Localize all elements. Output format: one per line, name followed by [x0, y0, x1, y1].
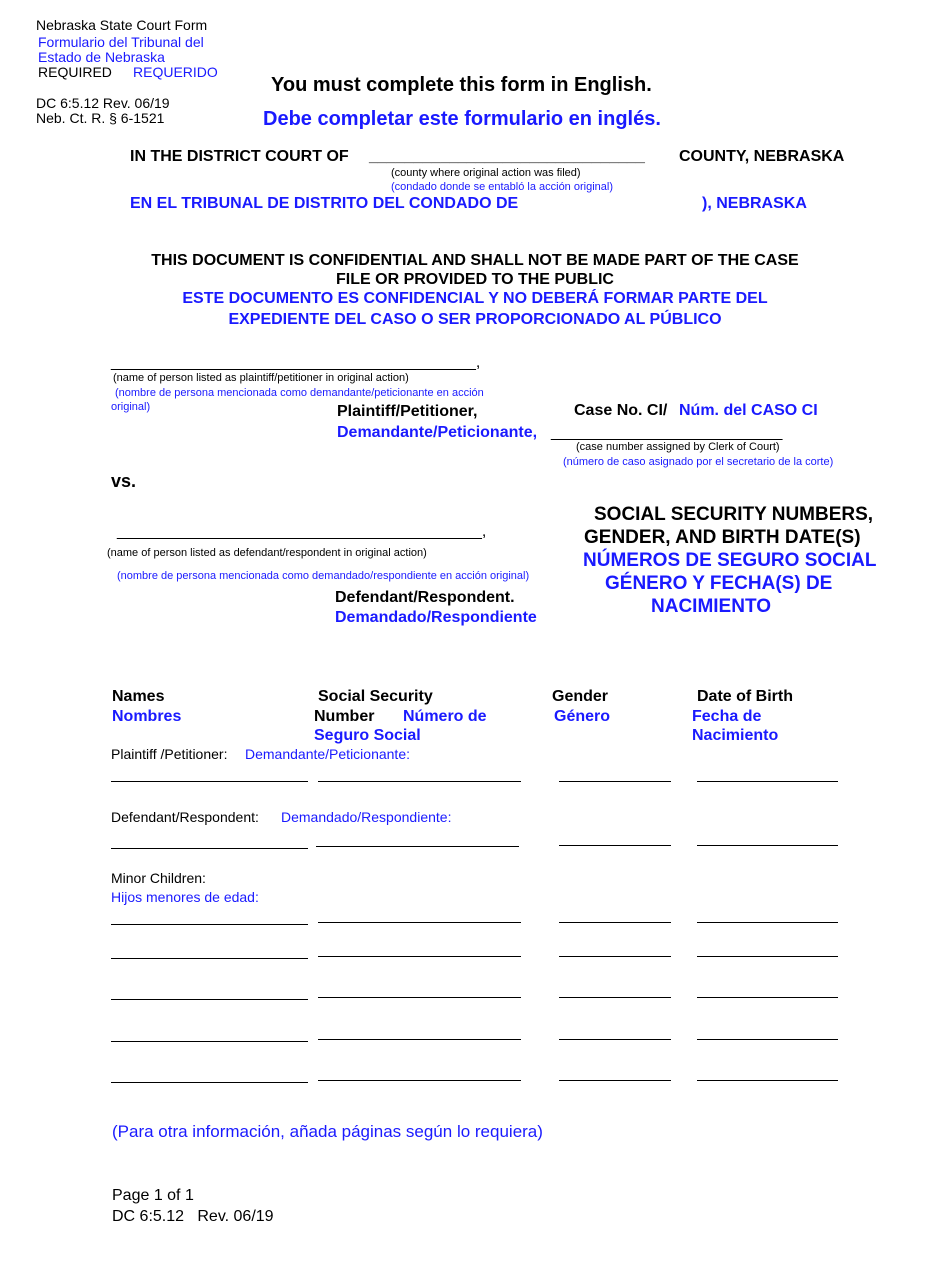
required-label-es: REQUERIDO [133, 64, 218, 80]
title-en-2: GENDER, AND BIRTH DATE(S) [584, 527, 861, 548]
case-number-blank[interactable]: __________________________ [551, 424, 783, 441]
row-label-minors-es: Hijos menores de edad: [111, 889, 259, 905]
minor-5-ssn-field[interactable] [318, 1080, 521, 1081]
case-number-label-en: Case No. CI/ [574, 402, 668, 419]
minor-2-gender-field[interactable] [559, 956, 671, 957]
plaintiff-gender-field[interactable] [559, 781, 671, 782]
column-header-gender-es: Género [554, 708, 611, 725]
form-source-es-1: Formulario del Tribunal del [38, 34, 204, 50]
required-label-en: REQUIRED [38, 64, 112, 80]
title-en-1: SOCIAL SECURITY NUMBERS, [594, 504, 874, 525]
plaintiff-ssn-field[interactable] [318, 781, 521, 782]
minor-4-ssn-field[interactable] [318, 1039, 521, 1040]
plaintiff-label-en: Plaintiff/Petitioner, [337, 403, 478, 420]
case-hint-es: (número de caso asignado por el secretario de la corte) [563, 456, 834, 468]
versus-label: vs. [111, 471, 137, 491]
minor-3-dob-field[interactable] [697, 997, 838, 998]
minor-3-gender-field[interactable] [559, 997, 671, 998]
minor-1-dob-field[interactable] [697, 922, 838, 923]
court-prefix-es: EN EL TRIBUNAL DE DISTRITO DEL CONDADO DE [130, 195, 519, 212]
defendant-dob-field[interactable] [697, 845, 838, 846]
defendant-label-en: Defendant/Respondent. [335, 589, 515, 606]
footer-form-code: DC 6:5.12 Rev. 06/19 [112, 1208, 274, 1225]
page-number: Page 1 of 1 [112, 1187, 194, 1204]
english-notice-en: You must complete this form in English. [271, 74, 652, 96]
column-header-dob-en: Date of Birth [697, 688, 793, 705]
minor-5-name-field[interactable] [111, 1082, 308, 1083]
form-code: DC 6:5.12 Rev. 06/19 [36, 95, 170, 111]
minor-4-gender-field[interactable] [559, 1039, 671, 1040]
defendant-name-blank[interactable]: _________________________________________, [117, 523, 487, 540]
column-header-dob-es-2: Nacimiento [692, 727, 779, 744]
court-rule: Neb. Ct. R. § 6-1521 [36, 110, 165, 126]
confidential-en-1: THIS DOCUMENT IS CONFIDENTIAL AND SHALL NOT BE MADE PART OF THE CASE [151, 252, 799, 269]
row-label-minors-en: Minor Children: [111, 870, 206, 886]
column-header-ssn-en-1: Social Security [318, 688, 433, 705]
county-hint-es: (condado donde se entabló la acción original) [391, 181, 613, 193]
title-es-1: NÚMEROS DE SEGURO SOCIAL [583, 550, 877, 571]
defendant-ssn-field[interactable] [316, 846, 519, 847]
confidential-en-2: FILE OR PROVIDED TO THE PUBLIC [336, 271, 614, 288]
column-header-ssn-es-1: Número de [403, 708, 487, 725]
defendant-hint-en: (name of person listed as defendant/respondent in original action) [107, 547, 427, 559]
plaintiff-name-field[interactable] [111, 781, 308, 782]
plaintiff-name-blank[interactable]: _________________________________________, [111, 354, 481, 371]
minor-3-name-field[interactable] [111, 999, 308, 1000]
defendant-label-es: Demandado/Respondiente [335, 609, 537, 626]
defendant-gender-field[interactable] [559, 845, 671, 846]
minor-1-gender-field[interactable] [559, 922, 671, 923]
title-es-3: NACIMIENTO [651, 596, 771, 617]
column-header-names-en: Names [112, 688, 165, 705]
defendant-hint-es: (nombre de persona mencionada como demandado/respondiente en acción original) [117, 570, 530, 582]
confidential-es-2: EXPEDIENTE DEL CASO O SER PROPORCIONADO AL PÚBLICO [228, 311, 722, 328]
court-suffix-es: ), NEBRASKA [702, 195, 807, 212]
minor-2-ssn-field[interactable] [318, 956, 521, 957]
court-prefix-en: IN THE DISTRICT COURT OF [130, 148, 349, 165]
row-label-plaintiff-es: Demandante/Peticionante: [245, 746, 410, 762]
column-header-ssn-es-2: Seguro Social [314, 727, 421, 744]
minor-4-name-field[interactable] [111, 1041, 308, 1042]
minor-5-dob-field[interactable] [697, 1080, 838, 1081]
case-number-label-es: Núm. del CASO CI [679, 402, 818, 419]
minor-2-dob-field[interactable] [697, 956, 838, 957]
minor-1-name-field[interactable] [111, 924, 308, 925]
column-header-ssn-en-2: Number [314, 708, 375, 725]
row-label-defendant-en: Defendant/Respondent: [111, 809, 259, 825]
minor-4-dob-field[interactable] [697, 1039, 838, 1040]
column-header-names-es: Nombres [112, 708, 182, 725]
county-hint-en: (county where original action was filed) [391, 167, 581, 179]
minor-2-name-field[interactable] [111, 958, 308, 959]
court-suffix-en: COUNTY, NEBRASKA [679, 148, 845, 165]
row-label-defendant-es: Demandado/Respondiente: [281, 809, 452, 825]
minor-5-gender-field[interactable] [559, 1080, 671, 1081]
title-es-2: GÉNERO Y FECHA(S) DE [605, 573, 833, 594]
form-source-en: Nebraska State Court Form [36, 17, 208, 33]
column-header-gender-en: Gender [552, 688, 609, 705]
plaintiff-label-es: Demandante/Peticionante, [337, 424, 538, 441]
minor-1-ssn-field[interactable] [318, 922, 521, 923]
plaintiff-hint-es-2: original) [111, 401, 151, 413]
county-blank[interactable]: _______________________________ [369, 148, 645, 165]
english-notice-es: Debe completar este formulario en inglés. [263, 108, 661, 130]
additional-pages-note: (Para otra información, añada páginas según lo requiera) [112, 1122, 543, 1141]
minor-3-ssn-field[interactable] [318, 997, 521, 998]
confidential-es-1: ESTE DOCUMENTO ES CONFIDENCIAL Y NO DEBERÁ FORMAR PARTE DEL [182, 290, 768, 307]
column-header-dob-es-1: Fecha de [692, 708, 762, 725]
plaintiff-hint-es-1: (nombre de persona mencionada como demandante/peticionante en acción [115, 387, 484, 399]
case-hint-en: (case number assigned by Clerk of Court) [576, 441, 780, 453]
row-label-plaintiff-en: Plaintiff /Petitioner: [111, 746, 228, 762]
plaintiff-hint-en: (name of person listed as plaintiff/petitioner in original action) [113, 372, 409, 384]
defendant-name-field[interactable] [111, 848, 308, 849]
form-source-es-2: Estado de Nebraska [38, 49, 165, 65]
plaintiff-dob-field[interactable] [697, 781, 838, 782]
